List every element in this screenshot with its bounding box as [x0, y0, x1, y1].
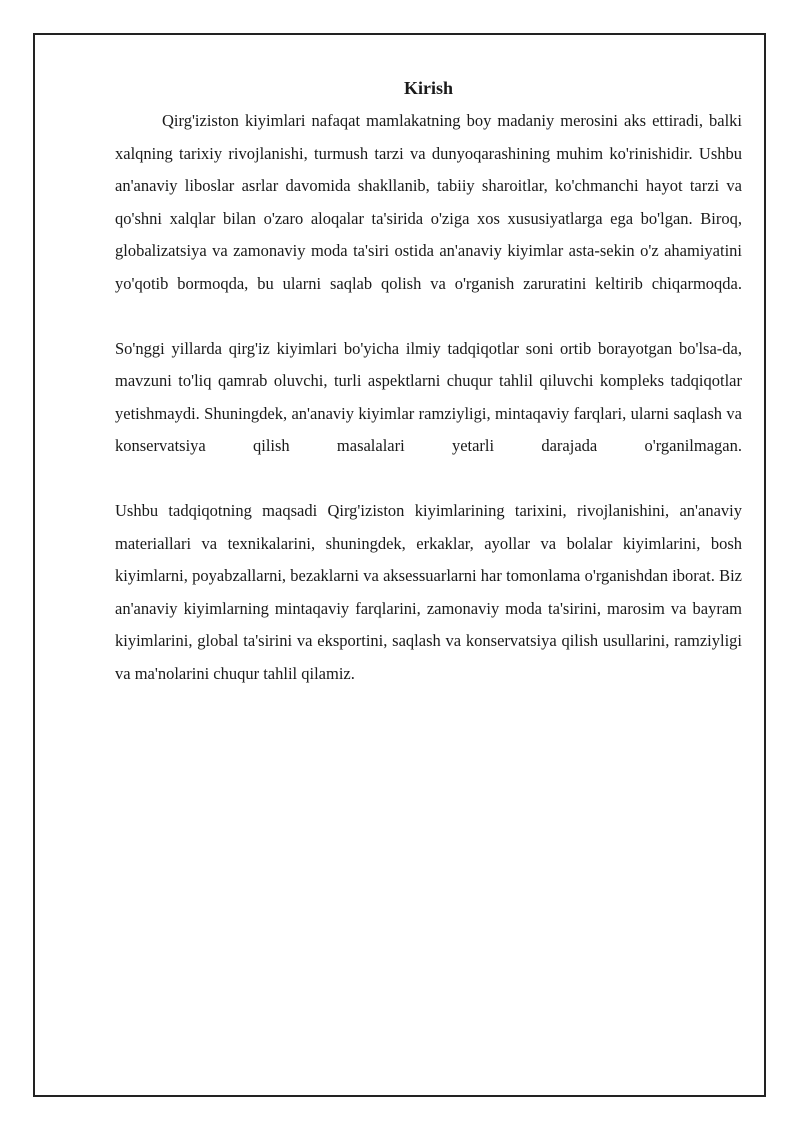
paragraph-gap	[115, 463, 742, 496]
paragraph-introduction: Qirg'iziston kiyimlari nafaqat mamlakatning boy madaniy merosini aks ettiradi, balki xalqning tarixiy rivojlanishi, turmush tarzi va dunyoqarashining muhim ko'rinishidir. Ushbu an'anaviy liboslar asrlar davomida shakllanib, tabiiy sharoitlar, ko'chmanchi hayot tarzi va qo'shni xalqlar bilan o'zaro aloqalar ta'sirida o'ziga xos xususiyatlarga ega bo'lgan. Biroq, globalizatsiya va zamonaviy moda ta'siri ostida an'anaviy kiyimlar asta-sekin o'z ahamiyatini yo'qotib bormoqda, bu ularni saqlab qolish va o'rganish zaruratini keltirib chiqarmoqda.	[115, 111, 742, 293]
document-title: Kirish	[403, 78, 453, 98]
paragraph-research-gap: So'nggi yillarda qirg'iz kiyimlari bo'yicha ilmiy tadqiqotlar soni ortib borayotgan bo'lsa-da, mavzuni to'liq qamrab oluvchi, turli aspektlarni chuqur tahlil qiluvchi kompleks tadqiqotlar yetishmaydi. Shuningdek, an'anaviy kiyimlar ramziyligi, mintaqaviy farqlari, ularni saqlash va konservatsiya qilish masalalari yetarli darajada o'rganilmagan.	[115, 338, 742, 455]
paragraph-gap	[115, 300, 742, 333]
paragraph-research-aim: Ushbu tadqiqotning maqsadi Qirg'iziston kiyimlarining tarixini, rivojlanishini, an'anaviy materiallari va texnikalarini, shuningdek, erkaklar, ayollar va bolalar kiyimlarini, bosh kiyimlarni, poyabzallarni, bezaklarni va aksessuarlarni har tomonlama o'rganishdan iborat. Biz an'anaviy kiyimlarning mintaqaviy farqlarini, zamonaviy moda ta'sirini, marosim va bayram kiyimlarini, global ta'sirini va eksportini, saqlash va konservatsiya qilish usullarini, ramziyligi va ma'nolarini chuqur tahlil qilamiz.	[115, 501, 742, 683]
document-body	[115, 74, 742, 690]
